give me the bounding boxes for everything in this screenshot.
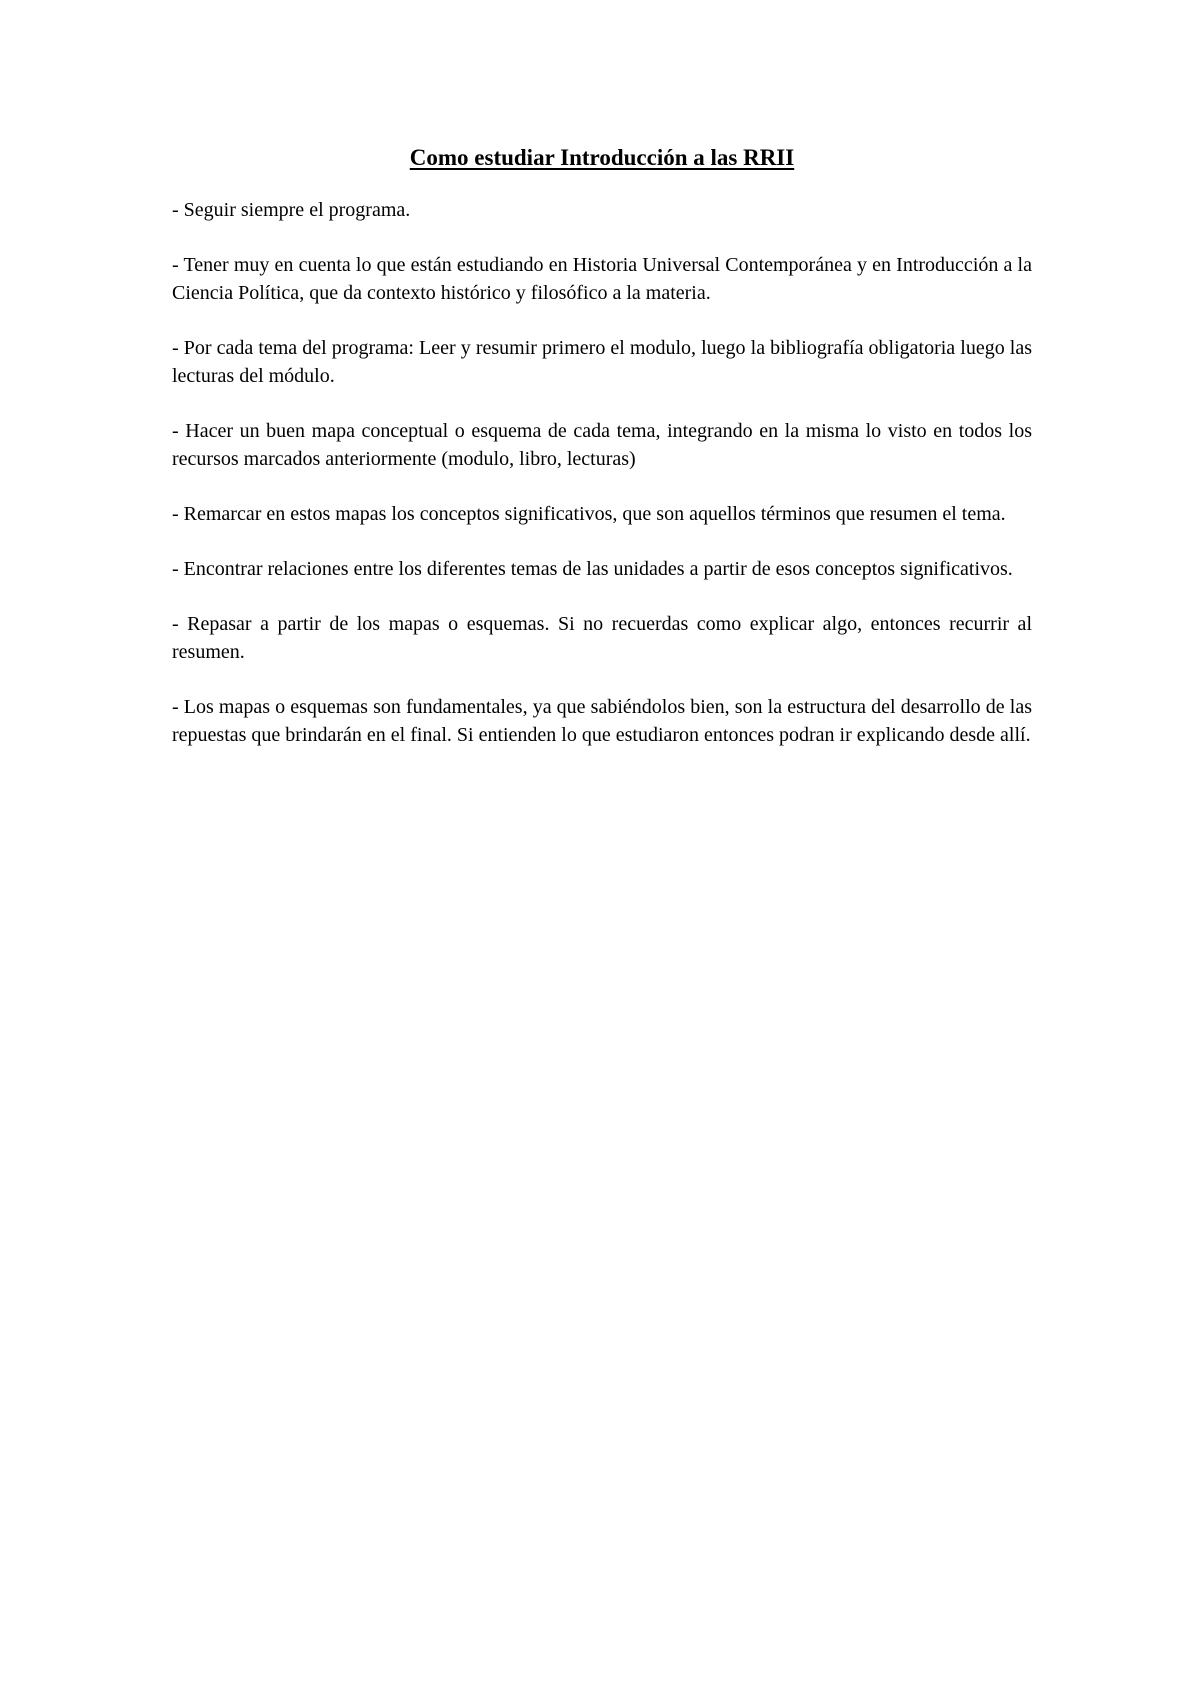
study-tip-item: - Los mapas o esquemas son fundamentales, ya que sabiéndolos bien, son la estructura del desarrollo de las repuestas que brindarán en el final. Si entienden lo que estudiaron entonces podran ir explicando desde allí. [172, 696, 1032, 746]
study-tip-item: - Seguir siempre el programa. [172, 199, 411, 221]
document-body [172, 143, 1032, 776]
study-tip-item: - Tener muy en cuenta lo que están estudiando en Historia Universal Contemporánea y en Introducción a la Ciencia Política, que da contexto histórico y filosófico a la materia. [172, 254, 1032, 304]
study-tip-item: - Remarcar en estos mapas los conceptos significativos, que son aquellos términos que resumen el tema. [172, 503, 1006, 525]
study-tip-item: - Encontrar relaciones entre los diferentes temas de las unidades a partir de esos conceptos significativos. [172, 558, 1013, 580]
study-tip-item: - Repasar a partir de los mapas o esquemas. Si no recuerdas como explicar algo, entonces recurrir al resumen. [172, 613, 1032, 663]
study-tip-item: - Hacer un buen mapa conceptual o esquema de cada tema, integrando en la misma lo visto en todos los recursos marcados anteriormente (modulo, libro, lecturas) [172, 420, 1032, 470]
study-tip-item: - Por cada tema del programa: Leer y resumir primero el modulo, luego la bibliografía obligatoria luego las lecturas del módulo. [172, 337, 1032, 387]
page-title: Como estudiar Introducción a las RRII [409, 145, 795, 170]
